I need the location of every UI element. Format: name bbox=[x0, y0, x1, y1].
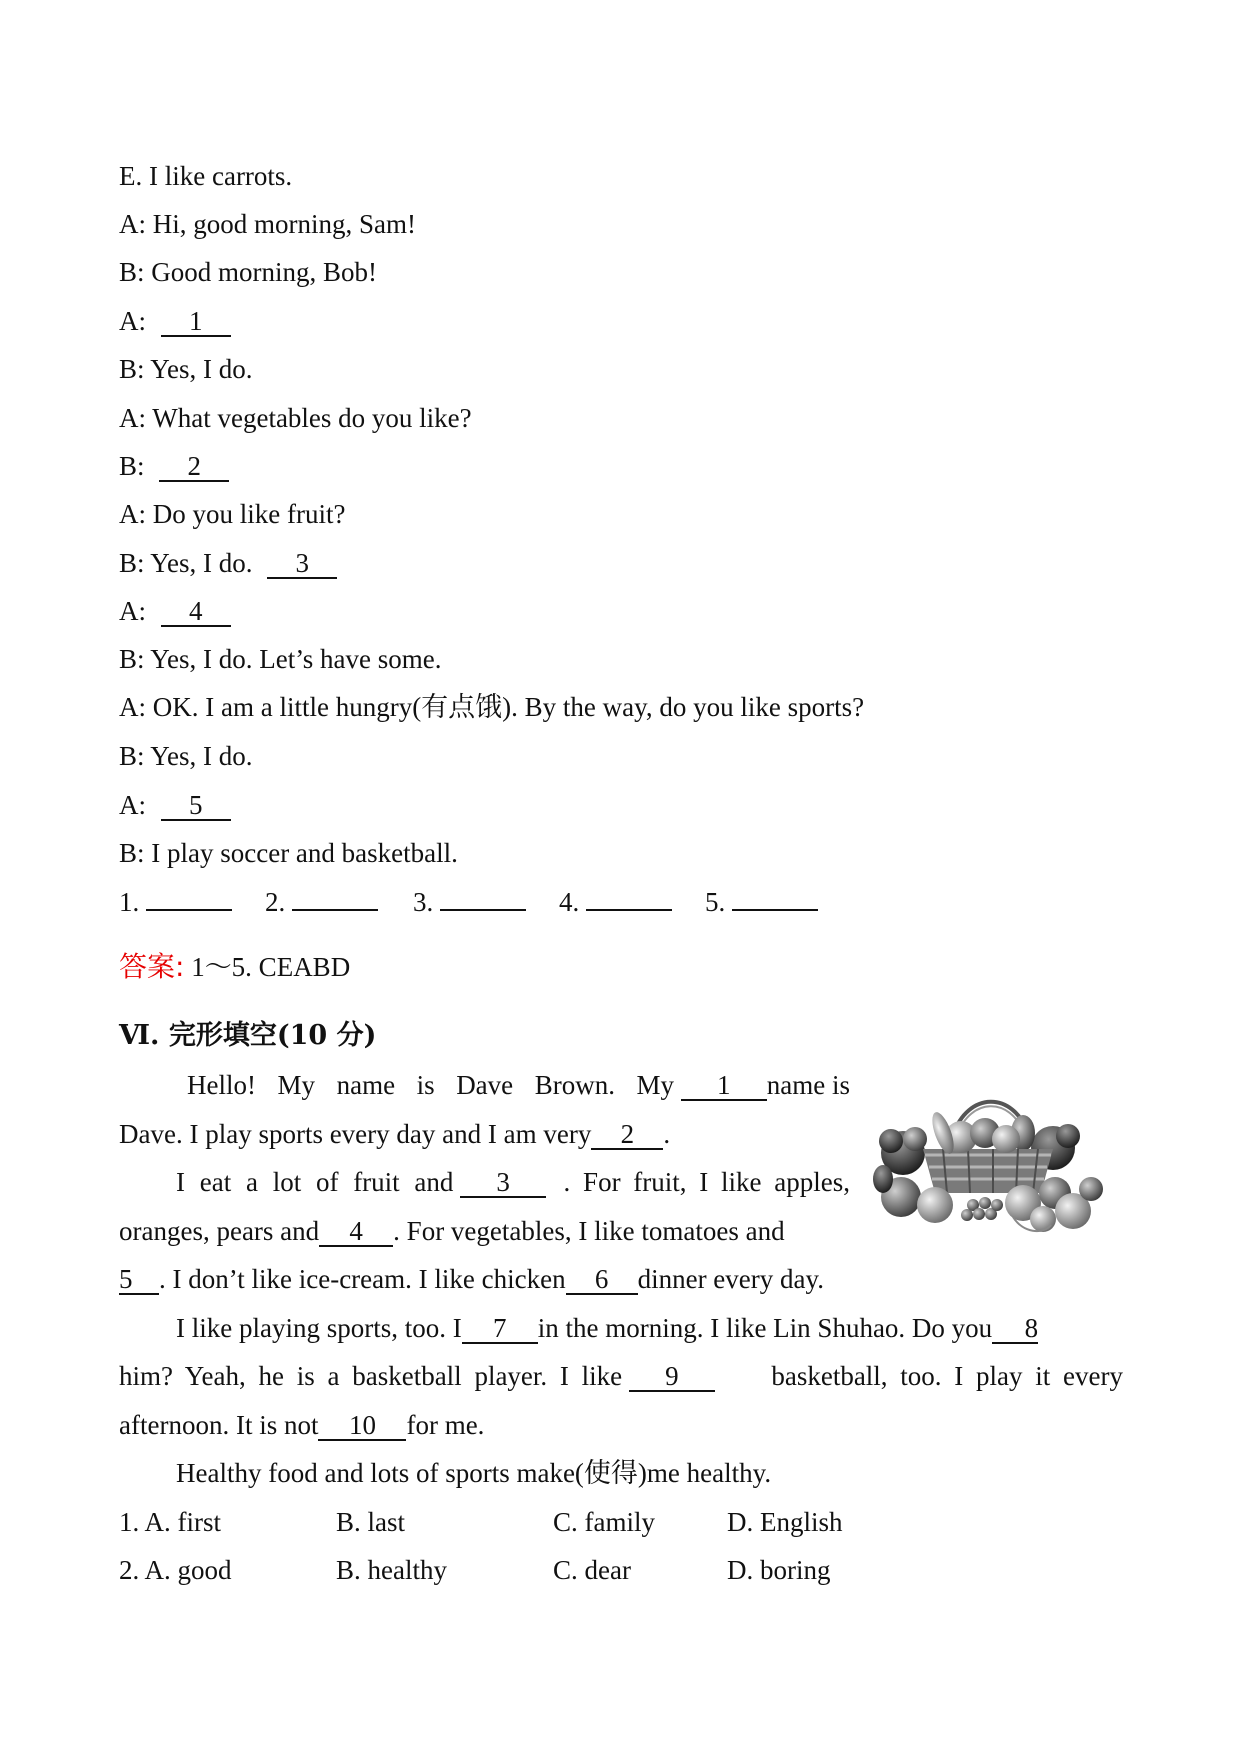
speaker-label: B: bbox=[119, 451, 145, 481]
blank-2: 2 bbox=[159, 452, 229, 482]
passage-word: Brown. bbox=[534, 1070, 615, 1100]
dialogue-line: A: What vegetables do you like? bbox=[119, 403, 472, 433]
speaker-label: A: bbox=[119, 790, 146, 820]
fruit-basket-image bbox=[873, 1093, 1108, 1235]
cloze-blank-7: 7 bbox=[462, 1314, 538, 1344]
answer-slot-line bbox=[732, 909, 818, 911]
passage-word: Dave bbox=[456, 1070, 514, 1100]
cloze-blank-10: 10 bbox=[318, 1411, 406, 1441]
section-title: Ⅵ. 完形填空(10 分) bbox=[119, 1020, 377, 1051]
passage-text: I like playing sports, too. I bbox=[176, 1313, 462, 1343]
answer-slot-line bbox=[146, 909, 232, 911]
answer-slot bbox=[119, 886, 265, 918]
option-d[interactable]: D. English bbox=[727, 1507, 843, 1537]
answer-label: 答案: bbox=[119, 950, 185, 983]
dialogue-line bbox=[119, 789, 231, 821]
option-a[interactable]: 2. A. good bbox=[119, 1555, 232, 1585]
passage-text: I eat a lot of fruit and bbox=[176, 1167, 454, 1197]
passage-text: dinner every day. bbox=[637, 1264, 824, 1294]
passage-line bbox=[176, 1312, 1038, 1344]
answer-slot-line bbox=[292, 909, 378, 911]
answer-slot-label: 4. bbox=[559, 887, 580, 917]
speaker-label: B: Yes, I do. bbox=[119, 548, 253, 578]
answer-slot-line bbox=[440, 909, 526, 911]
passage-text: Dave. I play sports every day and I am very bbox=[119, 1119, 592, 1149]
cloze-blank-2: 2 bbox=[591, 1120, 663, 1150]
cloze-blank-5: 5 bbox=[119, 1265, 159, 1295]
blank-4: 4 bbox=[161, 597, 231, 627]
dialogue-line bbox=[119, 547, 337, 579]
passage-line bbox=[176, 1166, 850, 1198]
dialogue-line bbox=[119, 595, 231, 627]
answer-slot bbox=[705, 886, 835, 918]
answer-value: 1～5. CEABD bbox=[191, 952, 351, 982]
speaker-label: A: bbox=[119, 306, 146, 336]
cloze-blank-1: 1 bbox=[681, 1071, 767, 1101]
answer-slot-label: 5. bbox=[705, 887, 726, 917]
answer-slot bbox=[413, 886, 559, 918]
dialogue-line: B: Good morning, Bob! bbox=[119, 257, 378, 287]
passage-text: . For fruit, I like apples, bbox=[563, 1167, 850, 1197]
dialogue-line: A: Hi, good morning, Sam! bbox=[119, 209, 416, 239]
passage-text: afternoon. It is not bbox=[119, 1410, 319, 1440]
answer-slot bbox=[265, 886, 413, 918]
passage-line bbox=[119, 1069, 850, 1101]
passage-line: Healthy food and lots of sports make(使得)me healthy. bbox=[176, 1458, 772, 1488]
passage-word: My bbox=[277, 1070, 316, 1100]
blank-5: 5 bbox=[161, 791, 231, 821]
answer-slot-label: 1. bbox=[119, 887, 140, 917]
dialogue-option-e: E. I like carrots. bbox=[119, 161, 293, 191]
option-a[interactable]: 1. A. first bbox=[119, 1507, 222, 1537]
passage-segment bbox=[637, 1069, 851, 1101]
option-b[interactable]: B. healthy bbox=[336, 1555, 447, 1585]
passage-word: is bbox=[416, 1070, 435, 1100]
cloze-blank-8: 8 bbox=[992, 1314, 1038, 1344]
dialogue-line: B: Yes, I do. bbox=[119, 354, 253, 384]
answer-key bbox=[119, 951, 350, 983]
dialogue-line bbox=[119, 450, 229, 482]
answer-slot-label: 2. bbox=[265, 887, 286, 917]
passage-line bbox=[119, 1263, 824, 1295]
passage-text: for me. bbox=[406, 1410, 485, 1440]
option-d[interactable]: D. boring bbox=[727, 1555, 831, 1585]
speaker-label: A: bbox=[119, 596, 146, 626]
option-c[interactable]: C. dear bbox=[553, 1555, 631, 1585]
passage-text: in the morning. I like Lin Shuhao. Do you bbox=[537, 1313, 993, 1343]
cloze-blank-3: 3 bbox=[460, 1168, 546, 1198]
passage-word: My bbox=[636, 1070, 675, 1100]
cloze-blank-9: 9 bbox=[629, 1362, 715, 1392]
dialogue-line: B: Yes, I do. Let’s have some. bbox=[119, 644, 442, 674]
cloze-blank-4: 4 bbox=[319, 1217, 393, 1247]
question-row bbox=[119, 1554, 1119, 1586]
option-c[interactable]: C. family bbox=[553, 1507, 655, 1537]
cloze-blank-6: 6 bbox=[566, 1265, 638, 1295]
passage-word: name bbox=[336, 1070, 396, 1100]
dialogue-line: B: I play soccer and basketball. bbox=[119, 838, 458, 868]
passage-text: oranges, pears and bbox=[119, 1216, 320, 1246]
passage-text: . For vegetables, I like tomatoes and bbox=[393, 1216, 785, 1246]
passage-segment bbox=[119, 1360, 715, 1392]
passage-line bbox=[119, 1215, 785, 1247]
passage-word: Hello! bbox=[187, 1070, 256, 1100]
dialogue-line: B: Yes, I do. bbox=[119, 741, 253, 771]
passage-text: basketball, too. I play it every bbox=[771, 1361, 1123, 1391]
dialogue-line bbox=[119, 305, 231, 337]
blank-3: 3 bbox=[267, 549, 337, 579]
answer-slot-line bbox=[586, 909, 672, 911]
passage-line bbox=[119, 1409, 484, 1441]
passage-segment bbox=[176, 1166, 546, 1198]
option-b[interactable]: B. last bbox=[336, 1507, 406, 1537]
answer-slot-label: 3. bbox=[413, 887, 434, 917]
blank-1: 1 bbox=[161, 307, 231, 337]
passage-text: him? Yeah, he is a basketball player. I like bbox=[119, 1361, 623, 1391]
passage-line bbox=[119, 1360, 1123, 1392]
passage-word: name is bbox=[766, 1070, 850, 1100]
answer-slot bbox=[559, 886, 705, 918]
answer-blanks-row bbox=[119, 886, 835, 918]
dialogue-line: A: Do you like fruit? bbox=[119, 499, 346, 529]
passage-line: Dave. I play sports every day and I am very 2 . bbox=[119, 1119, 671, 1149]
dialogue-line: A: OK. I am a little hungry(有点饿). By the way, do you like sports? bbox=[119, 692, 865, 722]
question-row bbox=[119, 1506, 1119, 1538]
passage-text: . I don’t like ice-cream. I like chicken bbox=[159, 1264, 566, 1294]
